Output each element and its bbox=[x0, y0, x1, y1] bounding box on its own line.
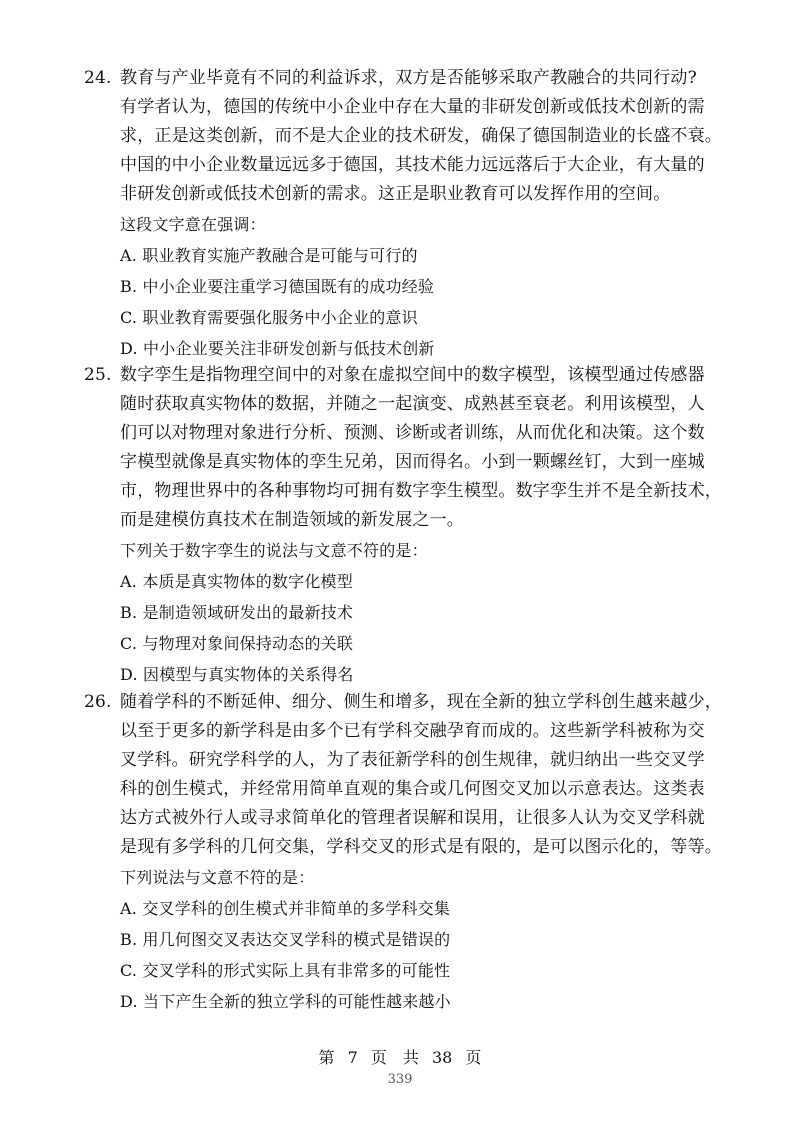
question-stem-line: 叉学科。研究学科学的人，为了表征新学科的创生规律，就归纳出一些交叉学 bbox=[120, 750, 705, 770]
page-number: 339 bbox=[387, 1072, 413, 1087]
question-prompt: 这段文字意在强调： bbox=[120, 215, 266, 234]
option-c: C. 职业教育需要强化服务中小企业的意识 bbox=[120, 308, 418, 327]
question-stem-line: 市，物理世界中的各种事物均可拥有数字孪生模型。数字孪生并不是全新技术， bbox=[120, 481, 722, 501]
question-stem-line bbox=[84, 64, 724, 93]
option-b: B. 是制造领域研发出的最新技术 bbox=[120, 603, 354, 622]
question-26 bbox=[84, 688, 724, 1017]
question-stem-line: 达方式被外行人或寻求简单化的管理者误解和误用，让很多人认为交叉学科就 bbox=[120, 808, 705, 828]
question-24 bbox=[84, 64, 724, 364]
question-prompt: 下列说法与文意不符的是： bbox=[120, 868, 315, 887]
question-stem-line: 字模型就像是真实物体的孪生兄弟，因而得名。小到一颗螺丝钉，大到一座城 bbox=[120, 452, 705, 472]
option-a: A. 本质是真实物体的数字化模型 bbox=[120, 572, 353, 591]
question-stem-line bbox=[84, 361, 724, 390]
stem-text: 教育与产业毕竟有不同的利益诉求，双方是否能够采取产教融合的共同行动? bbox=[120, 68, 697, 88]
question-25 bbox=[84, 361, 724, 690]
question-stem-line: 中国的中小企业数量远远多于德国，其技术能力远远落后于大企业，有大量的 bbox=[120, 155, 705, 175]
option-d: D. 中小企业要关注非研发创新与低技术创新 bbox=[120, 339, 435, 358]
option-b: B. 用几何图交叉表达交叉学科的模式是错误的 bbox=[120, 930, 451, 949]
option-c: C. 与物理对象间保持动态的关联 bbox=[120, 634, 354, 653]
question-stem-line: 随时获取真实物体的数据，并随之一起演变、成熟甚至衰老。利用该模型，人 bbox=[120, 394, 705, 414]
question-stem-line: 是现有多学科的几何交集，学科交叉的形式是有限的，是可以图示化的，等等。 bbox=[120, 837, 722, 857]
option-b: B. 中小企业要注重学习德国既有的成功经验 bbox=[120, 277, 435, 296]
question-stem-line: 以至于更多的新学科是由多个已有学科交融孕育而成的。这些新学科被称为交 bbox=[120, 721, 705, 741]
question-number: 24. bbox=[84, 68, 112, 88]
question-stem-line: 有学者认为，德国的传统中小企业中存在大量的非研发创新或低技术创新的需 bbox=[120, 97, 705, 117]
option-d: D. 因模型与真实物体的关系得名 bbox=[120, 665, 354, 684]
question-stem-line: 而是建模仿真技术在制造领域的新发展之一。 bbox=[120, 510, 464, 530]
question-number: 25. bbox=[84, 365, 112, 385]
stem-text: 随着学科的不断延伸、细分、侧生和增多，现在全新的独立学科创生越来越少， bbox=[120, 692, 722, 712]
question-stem-line: 科的创生模式，并经常用简单直观的集合或几何图交叉加以示意表达。这类表 bbox=[120, 779, 705, 799]
stem-text: 数字孪生是指物理空间中的对象在虚拟空间中的数字模型，该模型通过传感器 bbox=[120, 365, 705, 385]
option-a: A. 职业教育实施产教融合是可能与可行的 bbox=[120, 246, 418, 265]
question-stem-line: 非研发创新或低技术创新的需求。这正是职业教育可以发挥作用的空间。 bbox=[120, 184, 671, 204]
page-indicator: 第 7 页 共 38 页 bbox=[318, 1048, 482, 1067]
option-c: C. 交叉学科的形式实际上具有非常多的可能性 bbox=[120, 961, 451, 980]
question-prompt: 下列关于数字孪生的说法与文意不符的是： bbox=[120, 541, 428, 560]
question-stem-line: 求，正是这类创新，而不是大企业的技术研发，确保了德国制造业的长盛不衰。 bbox=[120, 126, 722, 146]
question-stem-line bbox=[84, 688, 724, 717]
question-number: 26. bbox=[84, 692, 112, 712]
question-stem-line: 们可以对物理对象进行分析、预测、诊断或者训练，从而优化和决策。这个数 bbox=[120, 423, 705, 443]
option-a: A. 交叉学科的创生模式并非简单的多学科交集 bbox=[120, 899, 451, 918]
option-d: D. 当下产生全新的独立学科的可能性越来越小 bbox=[120, 992, 451, 1011]
